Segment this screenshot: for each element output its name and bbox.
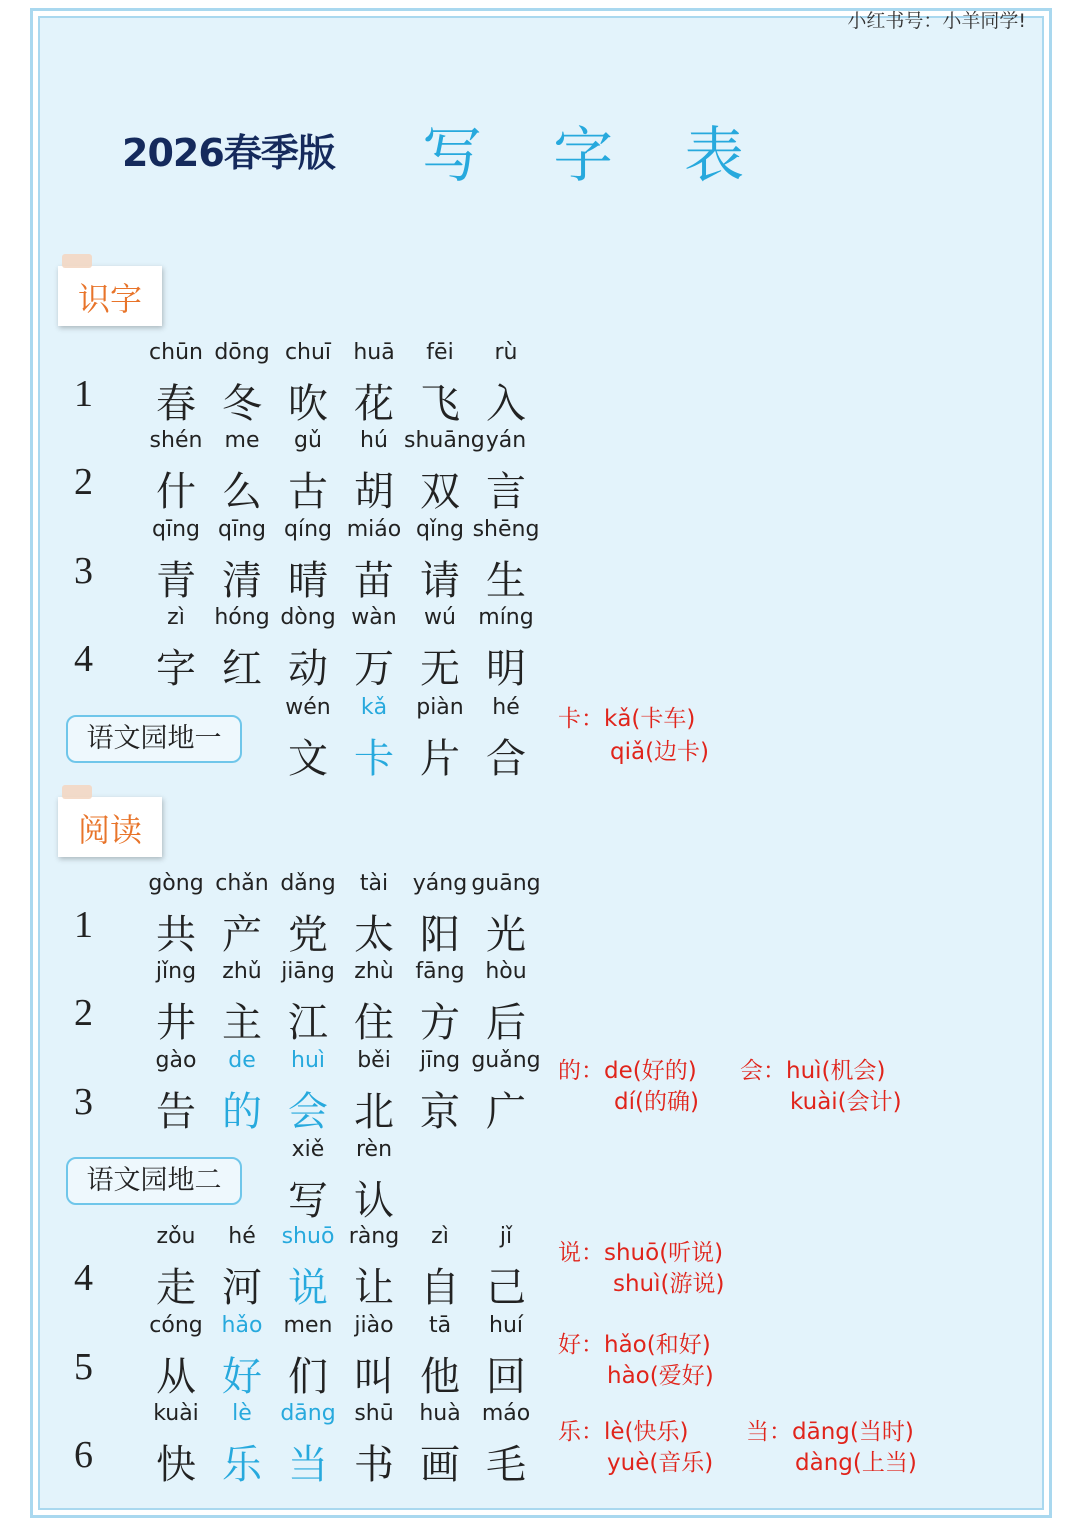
- character-cell: [206, 428, 278, 517]
- hanzi: 当: [288, 1442, 328, 1488]
- character-cell: [404, 605, 476, 694]
- watermark: 小红书号：小羊同学!: [847, 10, 1026, 32]
- pinyin: zǒu: [156, 1224, 196, 1249]
- pinyin: guāng: [471, 871, 541, 896]
- pinyin: hóng: [214, 605, 270, 630]
- row-number: 1: [74, 904, 93, 946]
- section-label: 识字: [77, 280, 142, 318]
- character-cell: [470, 517, 542, 606]
- pinyin: dōng: [214, 340, 270, 365]
- pinyin: chūn: [149, 340, 203, 365]
- pinyin: zì: [431, 1224, 449, 1249]
- pinyin: huì: [291, 1048, 325, 1073]
- character-cell: [338, 1224, 410, 1313]
- pinyin: jǐ: [499, 1224, 513, 1249]
- pinyin: wén: [285, 695, 331, 720]
- hanzi: 无: [420, 646, 460, 692]
- pinyin: shuō: [281, 1224, 335, 1249]
- character-cell: [404, 340, 476, 429]
- hanzi: 胡: [354, 469, 394, 515]
- hanzi: 的: [222, 1089, 262, 1135]
- pinyin: kuài: [153, 1401, 199, 1426]
- pinyin: hǎo: [221, 1313, 263, 1338]
- row-number: 6: [74, 1434, 93, 1476]
- character-cell: [140, 340, 212, 429]
- character-cell: [206, 1313, 278, 1402]
- hanzi: 文: [288, 736, 328, 782]
- character-cell: [272, 1048, 344, 1137]
- pinyin: chuī: [284, 340, 332, 365]
- character-cell: [272, 871, 344, 960]
- character-cell: [338, 1048, 410, 1137]
- pinyin: me: [224, 428, 260, 453]
- pinyin: máo: [481, 1401, 531, 1426]
- hanzi: 画: [420, 1442, 460, 1488]
- hanzi: 苗: [354, 558, 394, 604]
- section-tag-yuedu: [58, 797, 162, 857]
- hanzi: 青: [156, 558, 196, 604]
- section-tag-shizi: [58, 266, 162, 326]
- hanzi: 江: [288, 1000, 328, 1046]
- hanzi: 晴: [288, 558, 328, 604]
- pinyin: jiāng: [281, 959, 335, 984]
- hanzi: 从: [156, 1354, 196, 1400]
- pinyin: qīng: [218, 517, 266, 542]
- note-hao-line2: hào(爱好): [607, 1363, 714, 1389]
- hanzi: 北: [354, 1089, 394, 1135]
- row-number: 4: [74, 1257, 93, 1299]
- note-shuo-line2: shuì(游说): [613, 1271, 725, 1297]
- hanzi: 飞: [420, 381, 460, 427]
- pinyin: zì: [167, 605, 185, 630]
- character-cell: [338, 517, 410, 606]
- character-cell: [338, 959, 410, 1048]
- note-le-line2: yuè(音乐): [607, 1450, 714, 1476]
- hanzi: 太: [354, 912, 394, 958]
- pinyin: miáo: [346, 517, 402, 542]
- character-cell: [206, 605, 278, 694]
- character-cell: [470, 959, 542, 1048]
- pinyin: wú: [424, 605, 456, 630]
- character-cell: [404, 1048, 476, 1137]
- character-cell: [470, 1224, 542, 1313]
- garden-label-one: 语文园地一: [66, 715, 242, 763]
- pinyin: men: [283, 1313, 333, 1338]
- character-cell: [404, 517, 476, 606]
- hanzi: 走: [156, 1265, 196, 1311]
- pinyin: piàn: [416, 695, 464, 720]
- hanzi: 后: [486, 1000, 526, 1046]
- character-cell: [404, 1401, 476, 1490]
- hanzi: 吹: [288, 381, 328, 427]
- character-cell: [470, 695, 542, 784]
- hanzi: 双: [420, 469, 460, 515]
- pinyin: wàn: [351, 605, 397, 630]
- character-cell: [272, 959, 344, 1048]
- character-cell: [338, 1313, 410, 1402]
- pinyin: zhǔ: [222, 959, 262, 984]
- pinyin: hòu: [485, 959, 527, 984]
- hanzi: 好: [222, 1354, 262, 1400]
- pinyin: hé: [492, 695, 520, 720]
- hanzi: 毛: [486, 1442, 526, 1488]
- hanzi: 红: [222, 646, 262, 692]
- character-cell: [470, 1313, 542, 1402]
- character-cell: [404, 959, 476, 1048]
- note-le-line1: 乐：lè(快乐): [558, 1419, 689, 1445]
- pinyin: shēng: [472, 517, 540, 542]
- note-dang-line1: 当：dāng(当时): [746, 1419, 914, 1445]
- pinyin: huí: [489, 1313, 523, 1338]
- hanzi: 么: [222, 469, 262, 515]
- character-cell: [206, 340, 278, 429]
- character-cell: [206, 959, 278, 1048]
- section-label: 阅读: [77, 811, 142, 849]
- character-cell: [140, 1313, 212, 1402]
- hanzi: 万: [354, 646, 394, 692]
- character-cell: [338, 340, 410, 429]
- character-cell: [140, 517, 212, 606]
- pinyin: huā: [353, 340, 395, 365]
- row-number: 2: [74, 461, 93, 503]
- character-cell: [206, 1048, 278, 1137]
- pinyin: tā: [428, 1313, 452, 1338]
- note-hui-line2: kuài(会计): [790, 1089, 902, 1115]
- pinyin: lè: [232, 1401, 252, 1426]
- character-cell: [206, 517, 278, 606]
- pinyin: gào: [155, 1048, 197, 1073]
- pinyin: dòng: [280, 605, 336, 630]
- character-cell: [272, 695, 344, 784]
- pinyin: qīng: [152, 517, 200, 542]
- note-hao-line1: 好：hǎo(和好): [558, 1332, 711, 1358]
- hanzi: 认: [354, 1178, 394, 1224]
- hanzi: 井: [156, 1000, 196, 1046]
- pinyin: yáng: [412, 871, 468, 896]
- hanzi: 动: [288, 646, 328, 692]
- pinyin: dāng: [280, 1401, 336, 1426]
- character-cell: [470, 428, 542, 517]
- hanzi: 生: [486, 558, 526, 604]
- pinyin: fēi: [426, 340, 454, 365]
- hanzi: 他: [420, 1354, 460, 1400]
- character-cell: [338, 605, 410, 694]
- pinyin: míng: [478, 605, 534, 630]
- row-number: 4: [74, 638, 93, 680]
- page-title: 写 字 表: [422, 121, 771, 191]
- hanzi: 阳: [420, 912, 460, 958]
- hanzi: 花: [354, 381, 394, 427]
- hanzi: 合: [486, 736, 526, 782]
- character-cell: [140, 959, 212, 1048]
- hanzi: 冬: [222, 381, 262, 427]
- hanzi: 广: [486, 1089, 526, 1135]
- note-shuo-line1: 说：shuō(听说): [558, 1240, 724, 1266]
- hanzi: 字: [156, 646, 196, 692]
- character-cell: [272, 340, 344, 429]
- note-dang-line2: dàng(上当): [795, 1450, 917, 1476]
- hanzi: 产: [222, 912, 262, 958]
- note-hui-line1: 会：huì(机会): [740, 1058, 886, 1084]
- hanzi: 们: [288, 1354, 328, 1400]
- character-cell: [140, 605, 212, 694]
- pinyin: yán: [485, 428, 527, 453]
- pinyin: gǔ: [294, 428, 322, 453]
- hanzi: 片: [420, 736, 460, 782]
- hanzi: 卡: [354, 736, 394, 782]
- hanzi: 让: [354, 1265, 394, 1311]
- row-number: 2: [74, 992, 93, 1034]
- character-cell: [338, 1137, 410, 1226]
- pinyin: qíng: [284, 517, 332, 542]
- character-cell: [140, 1048, 212, 1137]
- character-cell: [338, 695, 410, 784]
- pinyin: zhù: [354, 959, 394, 984]
- character-cell: [404, 695, 476, 784]
- row-number: 3: [74, 550, 93, 592]
- note-de-line2: dí(的确): [614, 1089, 699, 1115]
- hanzi: 己: [486, 1265, 526, 1311]
- pinyin: dǎng: [280, 871, 336, 896]
- character-cell: [338, 428, 410, 517]
- row-number: 5: [74, 1346, 93, 1388]
- row-number: 3: [74, 1081, 93, 1123]
- character-cell: [140, 871, 212, 960]
- character-cell: [140, 1401, 212, 1490]
- character-cell: [140, 428, 212, 517]
- character-cell: [338, 1401, 410, 1490]
- hanzi: 自: [420, 1265, 460, 1311]
- hanzi: 春: [156, 381, 196, 427]
- pinyin: tài: [359, 871, 389, 896]
- hanzi: 住: [354, 1000, 394, 1046]
- pinyin: jǐng: [155, 959, 197, 984]
- hanzi: 主: [222, 1000, 262, 1046]
- character-cell: [206, 1401, 278, 1490]
- character-cell: [272, 1401, 344, 1490]
- pinyin: shū: [354, 1401, 394, 1426]
- character-cell: [272, 1137, 344, 1226]
- character-cell: [272, 1313, 344, 1402]
- pinyin: běi: [357, 1048, 391, 1073]
- character-cell: [272, 605, 344, 694]
- character-cell: [206, 1224, 278, 1313]
- hanzi: 党: [288, 912, 328, 958]
- character-cell: [404, 871, 476, 960]
- character-cell: [272, 517, 344, 606]
- character-cell: [404, 1224, 476, 1313]
- hanzi: 方: [420, 1000, 460, 1046]
- garden-label-two: 语文园地二: [66, 1157, 242, 1205]
- pinyin: shuāng: [404, 428, 485, 453]
- character-cell: [140, 1224, 212, 1313]
- pinyin: hú: [360, 428, 388, 453]
- hanzi: 入: [486, 381, 526, 427]
- pinyin: jiào: [354, 1313, 394, 1338]
- hanzi: 叫: [354, 1354, 394, 1400]
- pinyin: guǎng: [471, 1048, 541, 1073]
- character-cell: [272, 1224, 344, 1313]
- character-cell: [404, 428, 485, 517]
- hanzi: 乐: [222, 1442, 262, 1488]
- pinyin: jīng: [419, 1048, 461, 1073]
- tape-decoration: [62, 254, 92, 268]
- note-ka-line1: 卡：kǎ(卡车): [558, 706, 696, 732]
- row-number: 1: [74, 373, 93, 415]
- hanzi: 光: [486, 912, 526, 958]
- character-cell: [272, 428, 344, 517]
- pinyin: cóng: [149, 1313, 203, 1338]
- edition-label: 2026春季版: [122, 131, 335, 175]
- pinyin: qǐng: [416, 517, 464, 542]
- note-ka-line2: qiǎ(边卡): [610, 739, 710, 765]
- hanzi: 河: [222, 1265, 262, 1311]
- pinyin: ràng: [348, 1224, 400, 1249]
- hanzi: 会: [288, 1089, 328, 1135]
- character-cell: [470, 1048, 542, 1137]
- hanzi: 说: [288, 1265, 328, 1311]
- pinyin: chǎn: [215, 871, 269, 896]
- character-cell: [338, 871, 410, 960]
- pinyin: shén: [149, 428, 203, 453]
- pinyin: kǎ: [360, 695, 388, 720]
- hanzi: 什: [156, 469, 196, 515]
- hanzi: 古: [288, 469, 328, 515]
- character-cell: [470, 871, 542, 960]
- pinyin: de: [228, 1048, 256, 1073]
- hanzi: 回: [486, 1354, 526, 1400]
- tape-decoration: [62, 785, 92, 799]
- character-cell: [470, 340, 542, 429]
- character-cell: [470, 605, 542, 694]
- pinyin: gòng: [148, 871, 204, 896]
- hanzi: 明: [486, 646, 526, 692]
- character-cell: [206, 871, 278, 960]
- pinyin: rù: [494, 340, 518, 365]
- pinyin: xiě: [291, 1137, 325, 1162]
- character-cell: [404, 1313, 476, 1402]
- pinyin: huà: [419, 1401, 461, 1426]
- hanzi: 共: [156, 912, 196, 958]
- hanzi: 言: [486, 469, 526, 515]
- hanzi: 快: [156, 1442, 196, 1488]
- pinyin: rèn: [355, 1137, 393, 1162]
- hanzi: 写: [288, 1178, 328, 1224]
- note-de-line1: 的：de(好的): [558, 1058, 697, 1084]
- hanzi: 请: [420, 558, 460, 604]
- hanzi: 书: [354, 1442, 394, 1488]
- pinyin: hé: [228, 1224, 256, 1249]
- hanzi: 告: [156, 1089, 196, 1135]
- hanzi: 清: [222, 558, 262, 604]
- hanzi: 京: [420, 1089, 460, 1135]
- character-cell: [470, 1401, 542, 1490]
- pinyin: fāng: [415, 959, 465, 984]
